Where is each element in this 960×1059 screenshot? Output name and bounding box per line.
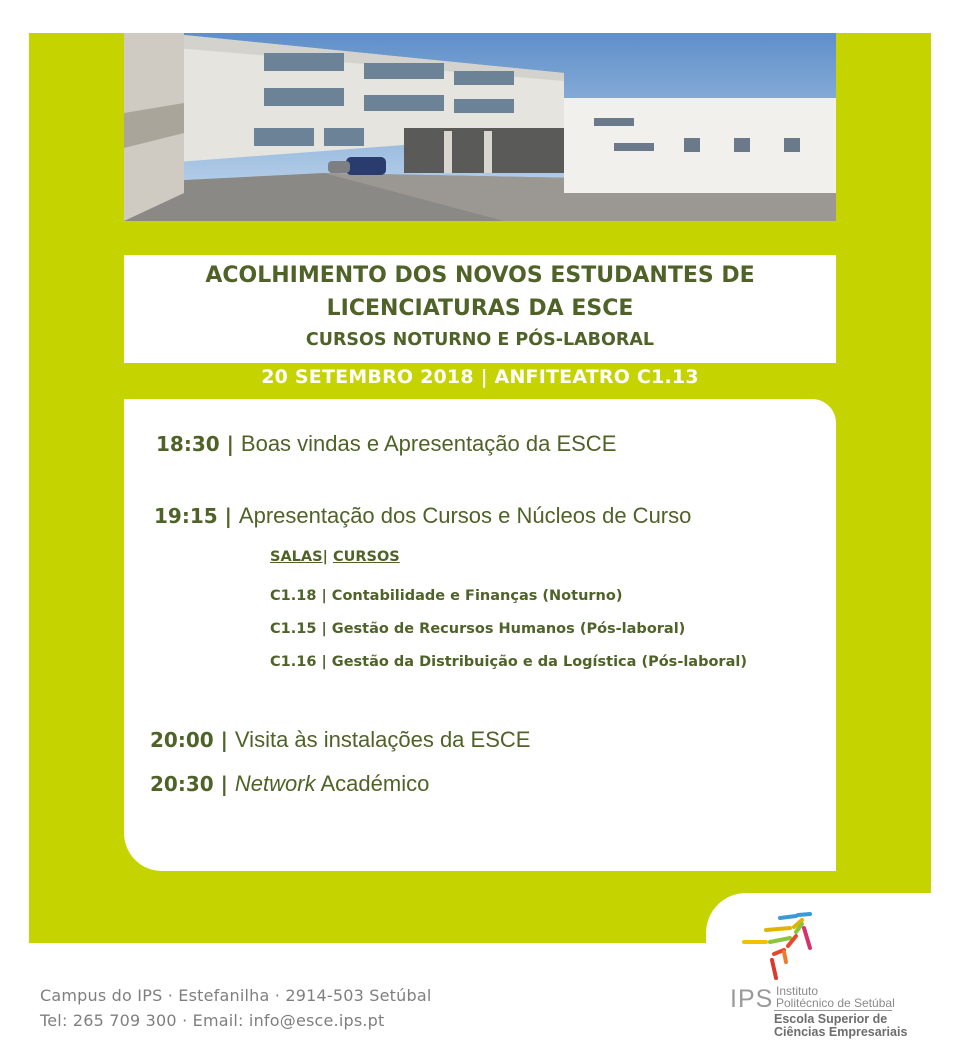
agenda-separator: | xyxy=(213,728,235,752)
agenda-item xyxy=(154,503,691,529)
footer-address: Campus do IPS · Estefanilha · 2914-503 Setúbal xyxy=(40,986,432,1005)
agenda-text-italic: Network xyxy=(234,771,316,796)
agenda-item xyxy=(156,431,616,457)
ips-school-line1: Escola Superior de xyxy=(774,1012,888,1026)
campus-building-photo xyxy=(124,33,836,221)
ips-institute-name xyxy=(776,985,895,1009)
ips-institute-line1: Instituto xyxy=(776,984,819,998)
agenda-time: 18:30 xyxy=(156,432,220,456)
agenda-text-rest: Académico xyxy=(315,771,430,796)
agenda-time: 20:30 xyxy=(150,772,214,796)
event-title-line1: ACOLHIMENTO DOS NOVOS ESTUDANTES DE xyxy=(205,263,755,288)
rooms-header-separator: | xyxy=(322,549,333,565)
logo-divider xyxy=(774,1010,892,1011)
footer-contacts: Tel: 265 709 300 · Email: info@esce.ips.pt xyxy=(40,1011,385,1030)
ips-institute-line2: Politécnico de Setúbal xyxy=(776,996,895,1010)
agenda-text: Apresentação dos Cursos e Núcleos de Curso xyxy=(238,503,692,528)
agenda-panel xyxy=(124,399,836,871)
agenda-text: Boas vindas e Apresentação da ESCE xyxy=(240,431,617,456)
agenda-time: 19:15 xyxy=(154,504,218,528)
agenda-item xyxy=(150,727,530,753)
event-title xyxy=(124,259,836,325)
ips-logo-icon xyxy=(740,910,820,987)
event-title-line2: LICENCIATURAS DA ESCE xyxy=(326,296,634,321)
agenda-text xyxy=(235,771,429,796)
agenda-separator: | xyxy=(219,432,241,456)
room-course-item: C1.18 | Contabilidade e Finanças (Noturno) xyxy=(270,588,623,604)
agenda-separator: | xyxy=(213,772,235,796)
ips-school-line2: Ciências Empresariais xyxy=(774,1025,908,1039)
agenda-item xyxy=(150,771,429,797)
agenda-separator: | xyxy=(217,504,239,528)
room-course-item: C1.15 | Gestão de Recursos Humanos (Pós-laboral) xyxy=(270,621,686,637)
event-subtitle: CURSOS NOTURNO E PÓS-LABORAL xyxy=(305,330,655,350)
rooms-header xyxy=(270,549,400,565)
ips-school-name xyxy=(774,1013,907,1039)
rooms-header-salas: SALAS xyxy=(270,549,323,565)
rooms-header-cursos: CURSOS xyxy=(332,549,400,565)
agenda-time: 20:00 xyxy=(150,728,214,752)
agenda-text: Visita às instalações da ESCE xyxy=(234,727,531,752)
room-course-item: C1.16 | Gestão da Distribuição e da Logística (Pós-laboral) xyxy=(270,654,747,670)
event-title-box xyxy=(124,255,836,363)
ips-logo-text: IPS xyxy=(730,985,774,1013)
event-date-location: 20 SETEMBRO 2018 | ANFITEATRO C1.13 xyxy=(261,366,699,388)
